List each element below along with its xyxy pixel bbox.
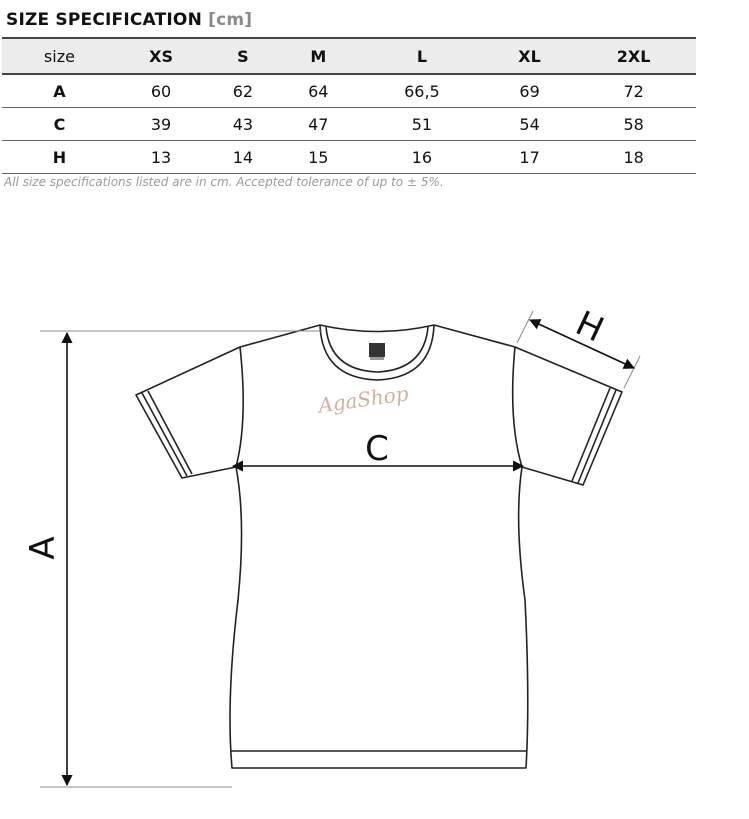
table-cell: 60	[117, 74, 205, 108]
row-label: A	[2, 74, 117, 108]
table-cell: 18	[571, 141, 696, 174]
table-cell: 47	[281, 108, 356, 141]
column-header: XL	[488, 38, 571, 74]
column-header: L	[356, 38, 488, 74]
table-cell: 17	[488, 141, 571, 174]
table-cell: 15	[281, 141, 356, 174]
table-cell: 66,5	[356, 74, 488, 108]
neck-label	[369, 343, 385, 360]
table-cell: 39	[117, 108, 205, 141]
dimension-h-guide-1	[517, 311, 533, 343]
dimension-h-guide-2	[624, 356, 640, 388]
column-header: size	[2, 38, 117, 74]
table-cell: 54	[488, 108, 571, 141]
title-unit: [cm]	[208, 10, 253, 30]
table-cell: 58	[571, 108, 696, 141]
row-label: H	[2, 141, 117, 174]
label-h: H	[569, 303, 610, 351]
table-cell: 64	[281, 74, 356, 108]
table-cell: 62	[205, 74, 280, 108]
column-header: 2XL	[571, 38, 696, 74]
table-cell: 72	[571, 74, 696, 108]
column-header: XS	[117, 38, 205, 74]
column-header: S	[205, 38, 280, 74]
table-cell: 51	[356, 108, 488, 141]
table-cell: 14	[205, 141, 280, 174]
label-a: A	[23, 536, 63, 560]
column-header: M	[281, 38, 356, 74]
watermark-logo: AgaShop	[316, 381, 410, 418]
tolerance-note: All size specifications listed are in cm. Accepted tolerance of up to ± 5%.	[4, 175, 444, 189]
title-text: SIZE SPECIFICATION	[6, 10, 202, 30]
table-cell: 16	[356, 141, 488, 174]
label-c: C	[365, 429, 389, 469]
table-cell: 69	[488, 74, 571, 108]
table-cell: 13	[117, 141, 205, 174]
table-cell: 43	[205, 108, 280, 141]
row-label: C	[2, 108, 117, 141]
